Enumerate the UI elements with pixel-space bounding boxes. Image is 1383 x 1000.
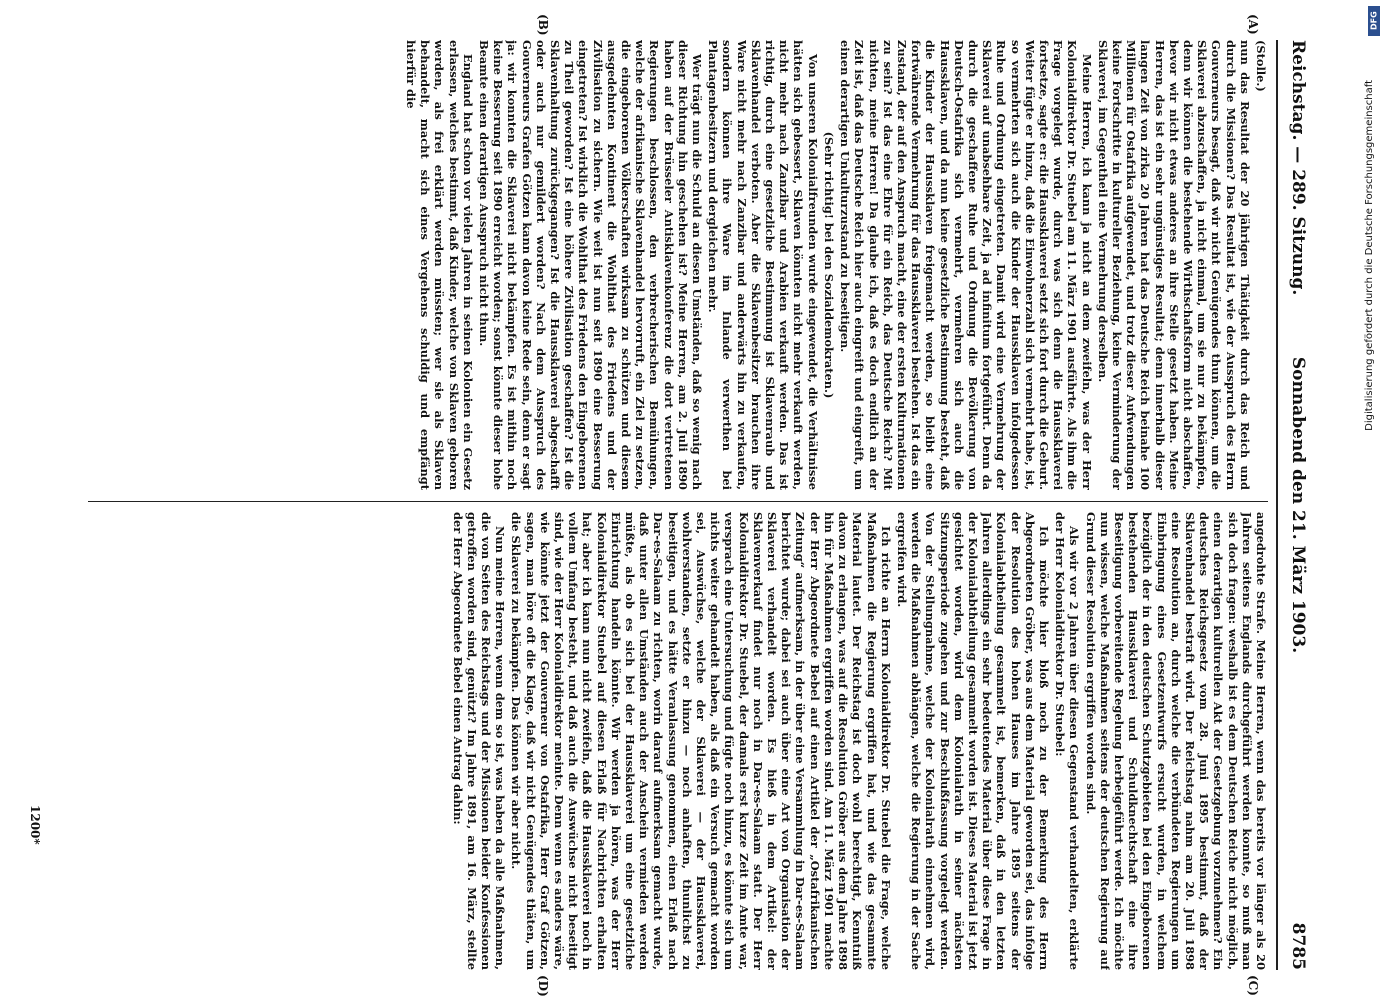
margin-mark-d: (D) bbox=[536, 975, 550, 997]
left-column bbox=[88, 40, 1268, 490]
header-left: Reichstag. — 289. Sitzung. bbox=[1288, 40, 1308, 296]
paragraph: England hat schon vor vielen Jahren in seinen Kolonien ein Gesetz erlassen, welches bestimmt, daß Kinder, welche von Sklaven geboren werden, als frei erklärt werden müssten; wer sie als Sklaven behandelt, macht sich eines Vergehens schuldig und empfängt hierfür die bbox=[404, 40, 475, 490]
margin-mark-a: (A) bbox=[1246, 14, 1260, 35]
page-header bbox=[1284, 40, 1308, 970]
header-rule bbox=[1276, 40, 1278, 970]
quoted-paragraph: Ich möchte hier bloß noch zu der Bemerkung des Herrn Abgeordneten Gröber, was aus dem Material geworden sei, das infolge der Resolution des hohen Hauses im Jahre 1895 seitens der Kolonialabtheilung gesammelt ist, bemerken, daß in den letzten Jahren allerdings ein sehr bedeutendes Material über diese Frage in der Kolonialabtheilung gesammelt worden ist. Dieses Material ist jetzt gesichtet worden, wird dem Kolonialrath in seiner nächsten Sitzungsperiode zugehen und zur Beschlußfassung vorgelegt werden. Von der Stellungnahme, welche der Kolonialrath einnehmen wird, werden die Maßnahmen abhängen, welche die Regierung in der Sache ergreifen wird. bbox=[894, 512, 1051, 970]
paragraph: Meine Herren, ich kann ja nicht an dem zweifeln, was der Herr Kolonialdirektor Dr. Stuebel am 11. März 1901 ausführte. Als ihm die Frage vorgelegt wurde, durch was sich denn die Haussklaverei fortsetze, sagte er: die Haussklaverei setzt sich fort durch die Geburt. Weiter fügte er hinzu, daß die Einwohnerzahl sich vermehrt habe, ist, so vermehrten sich auch die Kinder der Haussklaven infolgedessen Ruhe und Ordnung eingetreten. Damit wird eine Vermehrung der Sklaverei auf unabsehbare Zeit, ja ad infinitum fortgeführt. Denn da durch die geschaffene Ruhe und Ordnung die Bevölkerung von Deutsch-Ostafrika sich vermehrt, vermehren sich auch die Haussklaven, und da nun keine gesetzliche Bestimmung besteht, daß die Kinder der Haussklaven freigemacht werden, so bleibt eine fortwährende Vermehrung für das Haussklaverei bestehen. Ist das ein Zustand, der auf den Anspruch macht, eine der ersten Kulturnationen zu sein? Ist das eine Ehre für ein Reich, das Deutsche Reich? Mit nichten, meine Herren! Da glaube ich, daß es doch endlich an der Zeit ist, daß das Deutsche Reich hier auch eingreift und eingreift, um einen derartigen Unkulturzustand zu beseitigen. bbox=[838, 40, 1094, 490]
margin-mark-c: (C) bbox=[1246, 975, 1260, 996]
column-divider bbox=[88, 501, 1268, 502]
dfg-logo: DFG bbox=[1368, 6, 1380, 36]
paragraph: Ich richte an Herrn Kolonialdirektor Dr. Stuebel die Frage, welche Maßnahmen die Regierung ergriffen hat, und wie das gesammte Material lautet. Der Reichstag ist doch wohl berechtigt, Kenntniß davon zu erlangen, was auf die Resolution Gröber aus dem Jahre 1898 hin für Maßnahmen ergriffen worden sind. Am 11. März 1901 machte der Herr Abgeordnete Bebel auf einen Artikel der „Ostafrikanischen Zeitung“ aufmerksam, in der über eine Versammlung in Dar-es-Salaam berichtet wurde; dabei sei auch über eine Art von Organisation der Sklaverei verhandelt worden. Es hieß in dem Artikel: der Sklavenverkauf findet nur noch in Dar-es-Salaam statt. Der Herr Kolonialdirektor Dr. Stuebel, der damals erst kurze Zeit im Amte war, versprach eine Untersuchung und fügte noch hinzu, es könnte sich um nichts weiter gehandelt haben, als daß ein Versuch gemacht worden sei, Auswüchse, welche der Sklaverei — der Haussklaverei, wohlverstanden, setzte er hinzu — noch anhaften, thunlichst zu beseitigen, und es hätte Veranlassung genommen, einen Erlaß nach Dar-es-Salaam zu richten, worin darauf aufmerksam gemacht wurde, daß unter allen Umständen auch der Anschein vermieden werden müßte, als ob es sich bei der Haussklaverei um eine gesetzliche Einrichtung handeln könnte. Wir werden ja hören, was der Herr Kolonialdirektor Stuebel auf diesen Erlaß für Nachrichten erhalten hat; aber ich kann nun nicht zweifeln, daß die Haussklaverei noch in vollem Umfang besteht, und daß auch die Auswüchse nicht beseitigt sind, wie der Herr Kolonialdirektor meinte. Denn wenn es anders wäre, wie könnte jetzt der Gouverneur von Ostafrika, Herr Graf Götzen, sagen, man höre oft die Klage, daß wir nicht Genügendes thäten, um die Sklaverei zu bekämpfen. Das können wir aber nicht. bbox=[509, 512, 893, 970]
paragraph: nun das Resultat der 20 jährigen Thätigkeit durch das Reich und durch die Missionen? Das Resultat ist, wie der Ausspruch des Herrn Gouverneurs besagt, daß wir nicht Genügendes thun können, um die Sklaverei abzuschaffen, ja nicht einmal, um sie nur zu bekämpfen, denn wir können die bestehende Wirthschaftsform nicht abschaffen, bevor wir nicht etwas anderes an ihre Stelle gesetzt haben. Meine Herren, das ist ein sehr ungünstiges Resultat; denn innerhalb dieser langen Zeit von zirka 20 Jahren hat das Deutsche Reich beinahe 100 Millionen für Ostafrika aufgewendet, und trotz dieser Aufwendungen keine Fortschritte in kultureller Beziehung, keine Verminderung der Sklaverei, im Gegentheil eine Vermehrung derselben. bbox=[1095, 40, 1252, 490]
paragraph: angedrohte Strafe. Meine Herren, wenn das bereits vor länger als 20 Jahren seitens Englands durchgeführt werden konnte, so muß man sich doch fragen: weshalb ist es dem Deutschen Reiche nicht möglich, einen derartigen kulturellen Akt der Gesetzgebung vorzunehmen? Ein deutsches Reichsgesetz vom 28. Juni 1895 bestimmt, daß der Sklavenhandel bestraft wird. Der Reichstag nahm am 20. Juli 1898 eine Resolution an, durch welche die verbündeten Regierungen um Einbringung eines Gesetzentwurfs ersucht wurden, in welchem bezüglich der in den deutschen Schutzgebieten bei den Eingeborenen bestehenden Haussklaverei und Schuldknechtschaft eine ihre Beseitigung vorbereitende Regelung herbeigeführt werde. Ich möchte nun wissen, welche Maßnahmen seitens der deutschen Regierung auf Grund dieser Resolution ergriffen worden sind. bbox=[1083, 512, 1268, 970]
right-column bbox=[88, 512, 1268, 970]
signature-number: 1200* bbox=[28, 805, 42, 845]
digitization-credit: Digitalisierung gefördert durch die Deutsche Forschungsgemeinschaft bbox=[1364, 80, 1375, 431]
interjection: (Sehr richtig! bei den Sozialdemokraten.) bbox=[821, 131, 836, 399]
paragraph: Nun meine Herren, wenn dem so ist, was haben da alle Maßnahmen, die von Seiten des Reichstags und der Missionen beider Konfessionen getroffen worden sind, genützt? Im Jahre 1891, am 16. März, stellte der Herr Abgeordnete Bebel einen Antrag dahin: bbox=[450, 512, 508, 970]
header-date: Sonnabend den 21. März 1903. bbox=[1288, 356, 1308, 654]
margin-mark-b: (B) bbox=[536, 14, 550, 36]
paragraph: Wer trägt nun die Schuld an diesen Umständen, daß so wenig nach dieser Richtung hin geschehen ist? Meine Herren, am 2. Juli 1890 haben auf der Brüsseler Antisklavenkonferenz die dort vertretenen Regierungen beschlossen, den verbrecherischen Bemühungen, welche der afrikanische Sklavenhandel hervorruft, ein Ziel zu setzen, die eingeborenen Völkerschaften wirksam zu schützen und diesem ausgedehnten Kontinent die Wohlthat des Friedens und der Zivilisation zu sichern. Wie weit ist nun seit 1890 eine Besserung eingetreten? Ist wirklich die Wohlthat des Friedens den Eingeborenen zu Theil geworden? Ist eine höhere Zivilisation geschaffen? Ist die Sklavenhaltung zurückgegangen? Ist die Haussklaverei abgeschafft oder auch nur gemildert worden? Nach dem Ausspruch des Gouverneurs Grafen Götzen kann davon keine Rede sein, denn er sagt ja: wir konnten die Sklaverei nicht bekämpfen. Es ist mithin noch keine Besserung seit 1890 erreicht worden; sonst könnte dieser hohe Beamte einen derartigen Ausspruch nicht thun. bbox=[477, 40, 705, 490]
paragraph: Als wir vor 2 Jahren über diesen Gegenstand verhandelten, erklärte der Herr Kolonialdirektor Dr. Stuebel: bbox=[1053, 512, 1082, 970]
paragraph: Von unseren Kolonialfreunden wurde eingewendet, die Verhältnisse hätten sich gebessert, Sklaven könnten nicht mehr verkauft werden, nicht mehr nach Zanzibar und Arabien verkauft werden. Das ist richtig, durch eine gesetzliche Bestimmung ist Sklavenraub und Sklavenhandel verboten. Aber die Sklavenbesitzer brauchen ihre Ware nicht mehr nach Zanzibar und anderwärts hin zu verkaufen, sondern können ihre Ware im Inlande verwerthen bei Plantagenbesitzern und dergleichen mehr. bbox=[706, 40, 820, 490]
page-number: 8785 bbox=[1288, 922, 1308, 970]
speaker-label: (Stolle.) bbox=[1254, 40, 1268, 92]
